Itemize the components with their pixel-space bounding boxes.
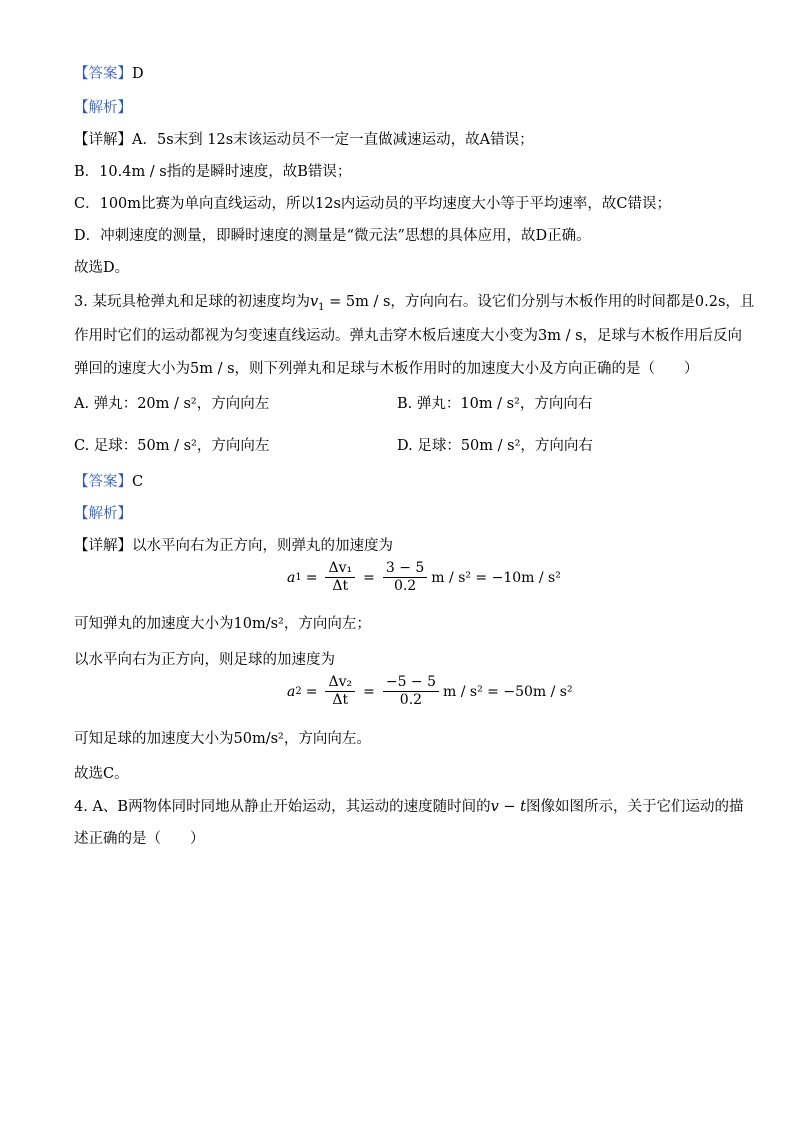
analysis-tag: 【解析】 [74, 506, 132, 522]
detail-tag: 【详解】 [74, 132, 132, 148]
q3-detail-line-2: 以水平向右为正方向，则足球的加速度为 [74, 652, 335, 668]
eq2-fraction-1: $\frac{\text{Δv₂}}{\Delta t}$ [325, 674, 355, 709]
q2-detail-line-a [74, 130, 534, 150]
q2-answer-line [74, 64, 144, 84]
q4-vt-symbol: v − t [490, 799, 526, 815]
eq2-lhs-sub: 2 [295, 686, 302, 697]
q3-equation-1: a 1 = $\frac{\text{Δv₁}}{\Delta t}$ = $\frac{3 - 5}{0.2}$ m / s² = −10m / s² [287, 560, 561, 594]
q4-stem-text: 4. A、B两物体同时同地从静止开始运动，其运动的速度随时间的 [74, 799, 491, 815]
q3-stem-text: 3. 某玩具枪弹丸和足球的初速度均为 [74, 294, 310, 310]
q3-stem-text-continued: = 5m / s，方向向右。设它们分别与木板作用的时间都是0.2s，且 [324, 294, 755, 310]
q3-option-b: B. 弹丸：10m / s²，方向向右 [397, 396, 593, 412]
q3-option-c: C. 足球：50m / s²，方向向左 [74, 438, 270, 454]
q2-option-b-explanation: B．10.4m / s指的是瞬时速度，故B错误； [74, 164, 352, 180]
eq1-fraction-1: $\frac{\text{Δv₁}}{\Delta t}$ [325, 560, 355, 595]
answer-value: D [132, 66, 144, 82]
q2-option-a-explanation: A．5s末到 12s末该运动员不一定一直做减速运动，故A错误； [132, 132, 534, 148]
analysis-tag: 【解析】 [74, 100, 132, 116]
eq1-lhs-sub: 1 [295, 572, 302, 583]
eq1-fraction-2: $\frac{3 - 5}{0.2}$ [383, 560, 427, 595]
q3-conclusion: 故选C。 [74, 766, 129, 782]
eq1-lhs: a [287, 569, 296, 586]
q4-stem-text-continued: 图像如图所示，关于它们运动的描 [525, 799, 744, 815]
detail-tag: 【详解】 [74, 538, 132, 554]
answer-tag: 【答案】 [74, 474, 132, 490]
q2-analysis-line [74, 98, 132, 118]
eq1-unit: m / s² = −10m / s² [431, 569, 561, 586]
q2-conclusion: 故选D。 [74, 260, 130, 276]
q2-option-c-explanation: C．100m比赛为单向直线运动，所以12s内运动员的平均速度大小等于平均速率，故C错误； [74, 196, 672, 212]
q3-stem-line-3: 弹回的速度大小为5m / s，则下列弹丸和足球与木板作用时的加速度大小及方向正确的是（ ） [74, 361, 699, 377]
eq2-unit: m / s² = −50m / s² [443, 683, 573, 700]
q4-stem-line-2: 述正确的是（ ） [74, 831, 205, 847]
q3-answer-line [74, 472, 143, 492]
q3-option-a: A. 弹丸：20m / s²，方向向左 [74, 396, 270, 412]
q3-result-2: 可知足球的加速度大小为50m/s²，方向向左。 [74, 731, 371, 747]
q4-stem-line-1 [74, 797, 743, 817]
q3-result-1: 可知弹丸的加速度大小为10m/s²，方向向左； [74, 616, 371, 632]
q3-stem-line-2: 作用时它们的运动都视为匀变速直线运动。弹丸击穿木板后速度大小变为3m / s，足球与木板作用后反向 [74, 328, 743, 344]
q3-stem-line-1 [74, 292, 754, 318]
q3-v1-subscript: 1 [318, 301, 325, 313]
q2-option-d-explanation: D．冲刺速度的测量，即瞬时速度的测量是“微元法”思想的具体应用，故D正确。 [74, 228, 591, 244]
eq2-fraction-2: $\frac{-5 - 5}{0.2}$ [383, 674, 439, 709]
q3-detail-text-1: 以水平向右为正方向，则弹丸的加速度为 [132, 538, 393, 554]
q3-option-d: D. 足球：50m / s²，方向向右 [397, 438, 593, 454]
eq2-lhs: a [287, 683, 296, 700]
q3-v1-symbol: v [309, 294, 319, 310]
q3-detail-line-1 [74, 536, 393, 556]
q3-analysis-line [74, 504, 132, 524]
answer-tag: 【答案】 [74, 66, 132, 82]
q3-equation-2: a 2 = $\frac{\text{Δv₂}}{\Delta t}$ = $\frac{-5 - 5}{0.2}$ m / s² = −50m / s² [287, 674, 573, 708]
answer-value: C [132, 474, 144, 490]
